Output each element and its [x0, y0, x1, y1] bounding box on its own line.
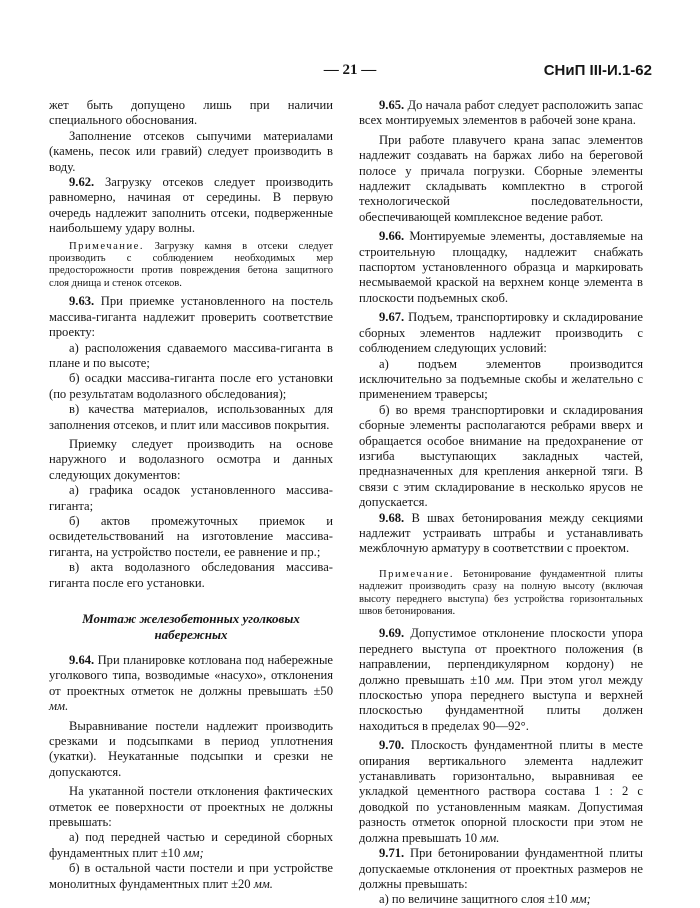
list-item — [49, 861, 333, 892]
clause-number: 9.63. — [69, 294, 95, 309]
unit: мм. — [253, 876, 273, 891]
list-item: б) актов промежуточных приемок и освидетельствований на изготовление массива-гиганта, на устройство постели, ее равнение и пр.; — [49, 513, 333, 559]
list-item: в) акта водолазного обследования массива-гиганта после его установки. — [49, 560, 333, 590]
clause-number: 9.71. — [379, 846, 405, 861]
left-column — [49, 98, 333, 892]
clause-text: До начала работ следует расположить запас всех монтируемых элементов в рабочей зоне крана. — [359, 98, 644, 128]
list-item: а) подъем элементов производится исключительно за подъемные скобы и желательно с применением траверсы; — [359, 356, 643, 402]
document-code: СНиП III-И.1-62 — [543, 62, 652, 79]
page-header — [40, 60, 660, 84]
unit: мм. — [480, 830, 500, 845]
clause-9-70 — [359, 738, 643, 846]
section-heading: Монтаж железобетонных уголковых набережных — [82, 611, 300, 642]
clause-text: Загрузку отсеков следует производить равномерно, начиная от середины. В первую очередь надлежит заполнить отсеки, подверженные наибольшему удару волны. — [49, 175, 333, 236]
clause-9-68 — [359, 511, 643, 557]
paragraph: При работе плавучего крана запас элементов надлежит создавать на баржах либо на береговой полосе у причала погрузки. Сборные элементы надлежит складывать комплектно в строгой технологической последовательности, обеспечивающей комплексное ведение работ. — [359, 132, 643, 224]
note — [49, 241, 333, 291]
clause-text: Допустимое отклонение плоскости упора переднего выступа от проектного положения (в направлении, перпендикулярном кордону) не должно превышать ±10 — [359, 626, 643, 687]
list-text: а) под передней частью и серединой сборных фундаментных плит ±10 — [49, 830, 333, 860]
clause-text: При бетонировании фундаментной плиты допускаемые отклонения от проектных размеров не должны превышать: — [359, 846, 643, 891]
list-item: а) расположения сдаваемого массива-гиганта в плане и по высоте; — [49, 340, 333, 370]
clause-9-67 — [359, 310, 643, 356]
clause-9-66 — [359, 229, 643, 306]
unit: мм. — [49, 699, 69, 714]
clause-number: 9.70. — [379, 738, 405, 753]
right-column — [359, 98, 643, 908]
clause-text: При этом угол между плоскостью упора переднего выступа и верхней плоскостью фундаментной плиты должен находиться в пределах 90—92°. — [359, 672, 643, 733]
paragraph: жет быть допущено лишь при наличии специального обоснования. — [49, 98, 333, 128]
clause-number: 9.67. — [379, 310, 405, 325]
paragraph: На укатанной постели отклонения фактических отметок ее поверхности от проектных не должны превышать: — [49, 784, 333, 830]
paragraph: Выравнивание постели надлежит производить срезками и подсыпками в период уплотнения (укатки). Неукатанные подсыпки и срезки не допускаются. — [49, 718, 333, 779]
note-label: Примечание. — [69, 240, 144, 252]
clause-number: 9.65. — [379, 98, 405, 112]
page-number: — 21 — — [323, 62, 377, 78]
list-item: в) качества материалов, использованных для заполнения отсеков, и плит или массивов покрытия. — [49, 402, 333, 432]
clause-number: 9.68. — [379, 510, 405, 525]
unit: мм; — [570, 892, 591, 907]
list-item — [49, 830, 333, 861]
note-text: Бетонирование фундаментной плиты надлежит производить сразу на полную высоту (включая высоту переднего выступа) без устройства горизонтальных швов бетонирования. — [359, 568, 643, 617]
clause-text: В швах бетонирования между секциями надлежит устраивать штрабы и устанавливать межблочную арматуру в соответствии с проектом. — [359, 510, 643, 556]
clause-number: 9.66. — [379, 229, 405, 244]
paragraph: Приемку следует производить на основе наружного и водолазного осмотра и данных следующих документов: — [49, 436, 333, 482]
clause-text: Плоскость фундаментной плиты в месте опирания вертикального элемента надлежит устанавливать горизонтально, выравнивая ее укладкой цементного раствора состава 1 : 2 с доводкой по установленным маякам. Допустимая разность отметок опорной плоскости при этом не должна превышать 10 — [359, 738, 643, 845]
clause-text: При планировке котлована под набережные уголкового типа, возводимые «насухо», отклонения от проектных отметок не должны превышать ±50 — [49, 653, 333, 698]
list-text: б) в остальной части постели и при устройстве монолитных фундаментных плит ±20 — [49, 861, 333, 891]
paragraph: Заполнение отсеков сыпучими материалами (камень, песок или гравий) следует производить в воду. — [49, 128, 333, 174]
clause-text: Подъем, транспортировку и складирование сборных элементов надлежит производить с соблюдением следующих условий: — [359, 310, 643, 356]
clause-9-69 — [359, 626, 643, 734]
clause-number: 9.62. — [69, 175, 95, 190]
clause-number: 9.69. — [379, 626, 405, 641]
clause-9-65 — [359, 98, 643, 129]
unit: мм. — [495, 672, 515, 687]
clause-number: 9.64. — [69, 653, 95, 667]
clause-9-63 — [49, 294, 333, 340]
list-item: а) графика осадок установленного массива-гиганта; — [49, 483, 333, 513]
note-text: Загрузку камня в отсеки следует производить с соблюдением необходимых мер предосторожности против повреждения бетона защитного слоя днища и стенок отсеков. — [49, 240, 333, 289]
list-text: а) по величине защитного слоя ±10 — [379, 892, 568, 907]
clause-9-62 — [49, 175, 333, 237]
clause-text: Монтируемые элементы, доставляемые на строительную площадку, надлежит снабжать паспортом установленного образца и маркировать несмываемой краской на верхнем конце элемента в плоскости подъемных скоб. — [359, 229, 643, 305]
clause-9-71 — [359, 846, 643, 892]
note-label: Примечание. — [379, 568, 454, 580]
clause-9-64 — [49, 653, 333, 715]
note — [359, 569, 643, 619]
list-item: б) во время транспортировки и складирования сборные элементы располагаются ребрами вверх и обращается особое внимание на предохранение от изгиба выступающих закладных частей, предназначенных для крепления анкерной тяги. В связи с этим складирование в несколько ярусов не допускается. — [359, 402, 643, 510]
list-item — [359, 892, 643, 907]
clause-text: При приемке установленного на постель массива-гиганта надлежит проверить соответствие проекту: — [49, 294, 333, 340]
list-item: б) осадки массива-гиганта после его установки (по результатам водолазного обследования); — [49, 371, 333, 401]
unit: мм; — [183, 845, 204, 860]
